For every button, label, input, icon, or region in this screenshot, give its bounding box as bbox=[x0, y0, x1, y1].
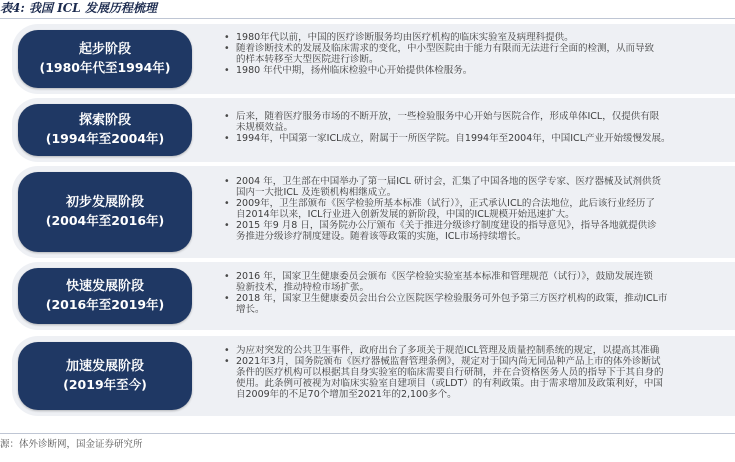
stage-point: • 2018 年，国家卫生健康委员会出台公立医院医学检验服务可外包予第三方医疗机构的政策，推动ICL市 bbox=[224, 293, 735, 304]
stage-point: • 随着诊断技术的发展及临床需求的变化，中小型医院由于能力有限而无法进行全面的检测，从而导致 bbox=[224, 43, 735, 54]
stage-point: • 2009年，卫生部颁布《医学检验所基本标准（试行）》，正式承认ICL的合法地位，此后该行业经历了 bbox=[224, 198, 735, 209]
stage-row-initial-development bbox=[12, 166, 735, 258]
stage-point: • 1980 年代中期，扬州临床检验中心开始提供体检服务。 bbox=[224, 65, 735, 76]
stage-point-continuation: 条件的医疗机构可以根据其自身实验室的临床需要自行研制，并在合资格医务人员的指导下于其自身的 bbox=[236, 367, 664, 378]
stage-points bbox=[224, 345, 735, 400]
stage-point: • 1994年，中国第一家ICL成立，附属于一所医学院。自1994年至2004年，中国ICL产业开始缓慢发展。 bbox=[224, 133, 735, 144]
stage-point-continuation: 验新技术，推动特检市场扩张。 bbox=[236, 282, 370, 293]
stage-points bbox=[224, 32, 735, 76]
stage-point-continuation: 自2014年以来，ICL行业进入创新发展的新阶段，中国的ICL规模开始迅速扩大。 bbox=[236, 209, 575, 220]
stage-row-rapid-development bbox=[12, 262, 735, 330]
stage-period: (1980年代至1994年) bbox=[39, 60, 171, 75]
stage-point-continuation: 国内一大批ICL 及连锁机构相继成立。 bbox=[236, 187, 397, 198]
stage-name: 快速发展阶段 bbox=[65, 279, 144, 294]
stage-point-continuation: 务推进分级诊疗制度建设。随着该等政策的实施，ICL市场持续增长。 bbox=[236, 231, 527, 242]
stage-row-startup bbox=[12, 24, 735, 94]
stage-name: 探索阶段 bbox=[78, 113, 131, 128]
source-note: 源：体外诊断网，国金证券研究所 bbox=[0, 439, 143, 450]
stage-points bbox=[224, 271, 735, 315]
stage-point: • 2015 年9 月8 日，国务院办公厅颁布《关于推进分级诊疗制度建设的指导意见》，指导各地就提供诊 bbox=[224, 220, 735, 231]
stage-card bbox=[18, 342, 192, 410]
stage-name: 起步阶段 bbox=[78, 42, 131, 57]
stage-row-exploration bbox=[12, 98, 735, 162]
stage-period: (2019年至今) bbox=[63, 377, 147, 392]
stage-points bbox=[224, 176, 735, 242]
source-divider bbox=[0, 433, 735, 434]
stage-card bbox=[18, 30, 192, 88]
stage-period: (1994年至2004年) bbox=[45, 131, 165, 146]
stage-card bbox=[18, 268, 192, 324]
stage-card bbox=[18, 172, 192, 252]
stage-point-continuation: 的样本转移至大型医院进行诊断。 bbox=[236, 54, 379, 65]
stage-point-continuation: 增长。 bbox=[236, 304, 265, 315]
stage-period: (2004年至2016年) bbox=[45, 213, 165, 228]
stage-point-continuation: 未规模效益。 bbox=[236, 122, 294, 133]
stage-row-accelerated-development bbox=[12, 336, 735, 416]
stage-point: • 后来，随着医疗服务市场的不断开放，一些检验服务中心开始与医院合作，形成单体ICL，仅提供有限 bbox=[224, 111, 735, 122]
stage-period: (2016年至2019年) bbox=[45, 297, 165, 312]
stage-name: 加速发展阶段 bbox=[65, 359, 144, 374]
title-divider bbox=[0, 18, 735, 19]
stage-card bbox=[18, 104, 192, 156]
stage-name: 初步发展阶段 bbox=[65, 195, 144, 210]
stage-point: • 2021年3月，国务院颁布《医疗器械监督管理条例》，规定对于国内尚无同品种产品上市的体外诊断试 bbox=[224, 356, 735, 367]
page-title: 表4: 我国 ICL 发展历程梳理 bbox=[0, 1, 157, 15]
stage-point: • 1980年代以前，中国的医疗诊断服务均由医疗机构的临床实验室及病理科提供。 bbox=[224, 32, 735, 43]
stage-point: • 2004 年，卫生部在中国举办了第一届ICL 研讨会，汇集了中国各地的医学专家、医疗器械及试剂供货 bbox=[224, 176, 735, 187]
stage-points bbox=[224, 111, 735, 144]
stage-point-continuation: 自2009年的不足70个增加至2021年的2,100多个。 bbox=[236, 389, 457, 400]
stage-point: • 2016 年，国家卫生健康委员会颁布《医学检验实验室基本标准和管理规范（试行）》，鼓励发展连锁 bbox=[224, 271, 735, 282]
stage-point: • 为应对突发的公共卫生事件，政府出台了多项关于规范ICL管理及质量控制系统的规定，以提高其准确 bbox=[224, 345, 735, 356]
stage-point-continuation: 使用。此条例可被视为对临床实验室自建项目（或LDT）的有利政策。由于需求增加及政策利好，中国 bbox=[236, 378, 663, 389]
